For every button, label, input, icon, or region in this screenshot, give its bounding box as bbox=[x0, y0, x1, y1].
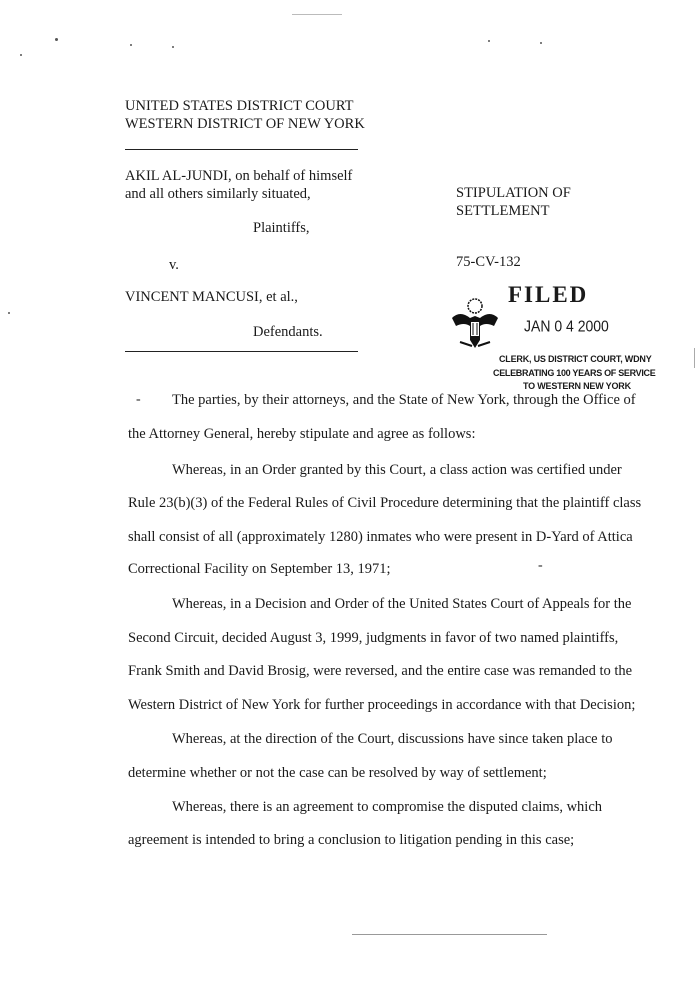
stamp-clerk-line: CLERK, US DISTRICT COURT, WDNY bbox=[499, 354, 652, 364]
court-seal-icon bbox=[450, 296, 500, 354]
body-p3-line2: Second Circuit, decided August 3, 1999, judgments in favor of two named plaintiffs, bbox=[128, 630, 619, 646]
scan-speck bbox=[130, 44, 132, 46]
document-title-line1: STIPULATION OF bbox=[456, 185, 571, 201]
body-p2-line1: Whereas, in an Order granted by this Court, a class action was certified under bbox=[172, 462, 622, 478]
scan-speck bbox=[20, 54, 22, 56]
defendants-label: Defendants. bbox=[253, 324, 323, 340]
court-name: UNITED STATES DISTRICT COURT bbox=[125, 98, 354, 114]
filed-stamp-word: FILED bbox=[508, 282, 589, 307]
plaintiffs-label: Plaintiffs, bbox=[253, 220, 310, 236]
scan-speck bbox=[8, 312, 10, 314]
plaintiff-class: and all others similarly situated, bbox=[125, 186, 311, 202]
scan-mark-right bbox=[694, 348, 695, 368]
body-p2-line2: Rule 23(b)(3) of the Federal Rules of Civil Procedure determining that the plaintiff class bbox=[128, 495, 642, 511]
body-p4-line1: Whereas, at the direction of the Court, discussions have since taken place to bbox=[172, 731, 613, 747]
document-title-line2: SETTLEMENT bbox=[456, 203, 550, 219]
body-p3-line1: Whereas, in a Decision and Order of the United States Court of Appeals for the bbox=[172, 596, 632, 612]
body-p5-line2: agreement is intended to bring a conclusion to litigation pending in this case; bbox=[128, 832, 575, 848]
scan-mark-bottom bbox=[352, 934, 547, 935]
scan-speck bbox=[172, 46, 174, 48]
defendant-name: VINCENT MANCUSI, et al., bbox=[125, 289, 298, 305]
body-p1-line1: The parties, by their attorneys, and the State of New York, through the Office of bbox=[172, 392, 636, 408]
body-p3-line3: Frank Smith and David Brosig, were reversed, and the entire case was remanded to the bbox=[128, 663, 633, 679]
case-number: 75-CV-132 bbox=[456, 254, 521, 270]
versus: v. bbox=[169, 257, 179, 273]
filed-date: JAN 0 4 2000 bbox=[524, 317, 609, 335]
body-p3-line4: Western District of New York for further proceedings in accordance with that Decision; bbox=[128, 697, 636, 713]
plaintiff-name: AKIL AL-JUNDI, on behalf of himself bbox=[125, 168, 353, 184]
court-district: WESTERN DISTRICT OF NEW YORK bbox=[125, 116, 365, 132]
body-p2-line3: shall consist of all (approximately 1280) inmates who were present in D-Yard of Attica bbox=[128, 529, 633, 545]
margin-dash: - bbox=[538, 558, 543, 573]
margin-dash: - bbox=[136, 392, 141, 407]
scan-mark-top bbox=[292, 14, 342, 15]
body-p1-line2: the Attorney General, hereby stipulate and agree as follows: bbox=[128, 426, 476, 442]
body-p5-line1: Whereas, there is an agreement to compromise the disputed claims, which bbox=[172, 799, 603, 815]
scan-speck bbox=[488, 40, 490, 42]
body-p4-line2: determine whether or not the case can be resolved by way of settlement; bbox=[128, 765, 547, 781]
stamp-region-line: TO WESTERN NEW YORK bbox=[523, 381, 631, 391]
body-p2-line4: Correctional Facility on September 13, 1971; bbox=[128, 561, 391, 577]
stamp-celebrating-line: CELEBRATING 100 YEARS OF SERVICE bbox=[493, 368, 656, 378]
scan-speck bbox=[540, 42, 542, 44]
caption-bottom-rule bbox=[125, 351, 358, 352]
scan-speck bbox=[55, 38, 58, 41]
caption-top-rule bbox=[125, 149, 358, 150]
